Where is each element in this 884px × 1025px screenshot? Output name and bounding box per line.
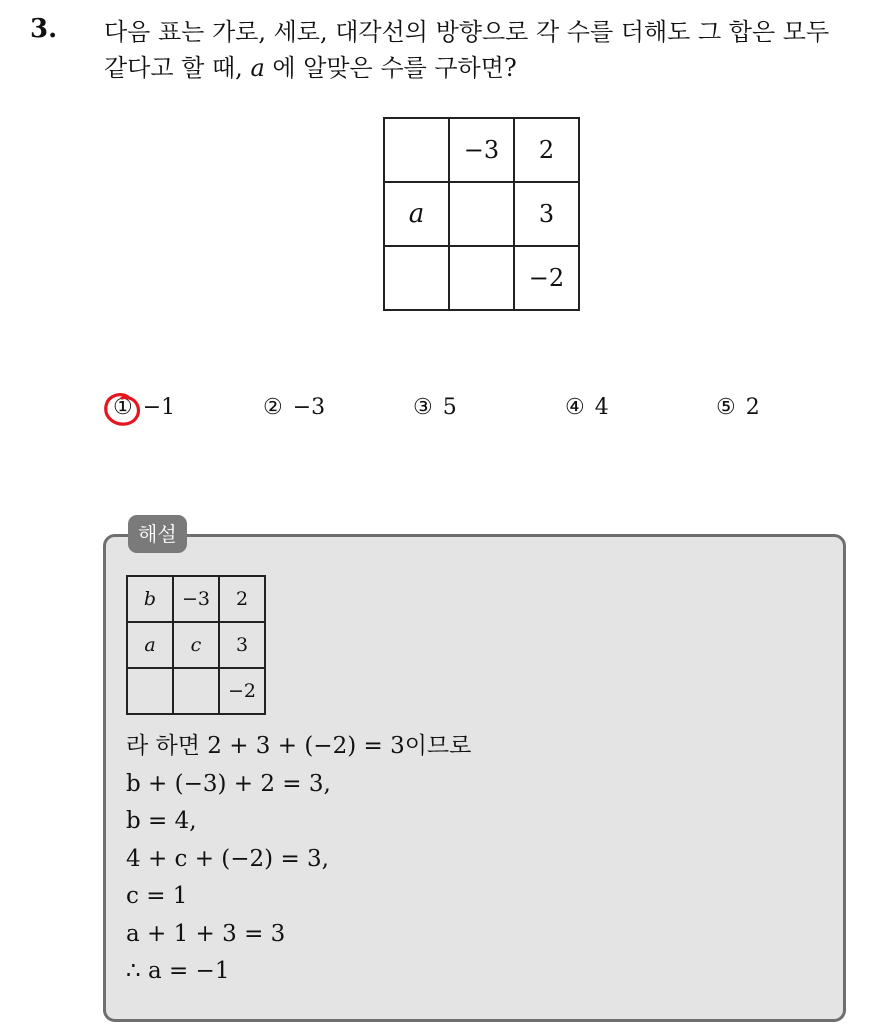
solution-grid-cell: 2 xyxy=(219,576,265,622)
magic-square-table xyxy=(383,117,580,311)
question-variable: a xyxy=(250,54,265,82)
choice-value: −1 xyxy=(142,395,176,420)
choice-value: −3 xyxy=(292,395,326,420)
question-text xyxy=(104,14,874,86)
solution-line: b = 4, xyxy=(126,808,197,834)
choice-mark: ③ xyxy=(413,395,433,420)
question-number: 3. xyxy=(30,14,58,44)
answer-circle-icon xyxy=(101,391,145,431)
choice-value: 4 xyxy=(594,395,609,420)
solution-line: 라 하면 2 + 3 + (−2) = 3이므로 xyxy=(126,733,472,759)
choice-3[interactable] xyxy=(413,395,457,420)
choice-mark: ④ xyxy=(565,395,585,420)
solution-line: 4 + c + (−2) = 3, xyxy=(126,845,329,872)
solution-steps xyxy=(126,728,471,991)
grid-cell: 2 xyxy=(514,118,579,182)
choice-2[interactable] xyxy=(263,395,325,420)
solution-grid-cell: a xyxy=(127,622,173,668)
solution-grid-cell xyxy=(173,668,219,714)
grid-cell xyxy=(449,246,514,310)
choice-mark: ② xyxy=(263,395,283,420)
solution-line: b + (−3) + 2 = 3, xyxy=(126,770,331,797)
question-line-2 xyxy=(104,50,874,86)
solution-grid-cell: −2 xyxy=(219,668,265,714)
grid-cell: −3 xyxy=(449,118,514,182)
solution-grid-cell: −3 xyxy=(173,576,219,622)
grid-cell: 3 xyxy=(514,182,579,246)
solution-line: c = 1 xyxy=(126,883,188,909)
solution-grid-cell xyxy=(127,668,173,714)
choice-value: 5 xyxy=(442,395,457,420)
question-line-2-pre: 같다고 할 때, xyxy=(104,54,251,82)
solution-table xyxy=(126,575,266,715)
solution-line: a + 1 + 3 = 3 xyxy=(126,920,286,947)
solution-tag: 해설 xyxy=(128,515,187,553)
choice-mark: ⑤ xyxy=(716,395,736,420)
grid-cell xyxy=(449,182,514,246)
question-line-2-post: 에 알맞은 수를 구하면? xyxy=(264,54,517,82)
solution-line: ∴ a = −1 xyxy=(126,958,230,984)
choice-4[interactable] xyxy=(565,395,609,420)
grid-cell: a xyxy=(384,182,449,246)
question-line-1: 다음 표는 가로, 세로, 대각선의 방향으로 각 수를 더해도 그 합은 모두 xyxy=(104,18,830,46)
grid-cell xyxy=(384,118,449,182)
grid-cell: −2 xyxy=(514,246,579,310)
choice-5[interactable] xyxy=(716,395,760,420)
grid-cell xyxy=(384,246,449,310)
choice-value: 2 xyxy=(745,395,760,420)
choice-mark: ① xyxy=(113,395,133,420)
solution-grid-cell: 3 xyxy=(219,622,265,668)
solution-grid-cell: c xyxy=(173,622,219,668)
solution-grid-cell: b xyxy=(127,576,173,622)
